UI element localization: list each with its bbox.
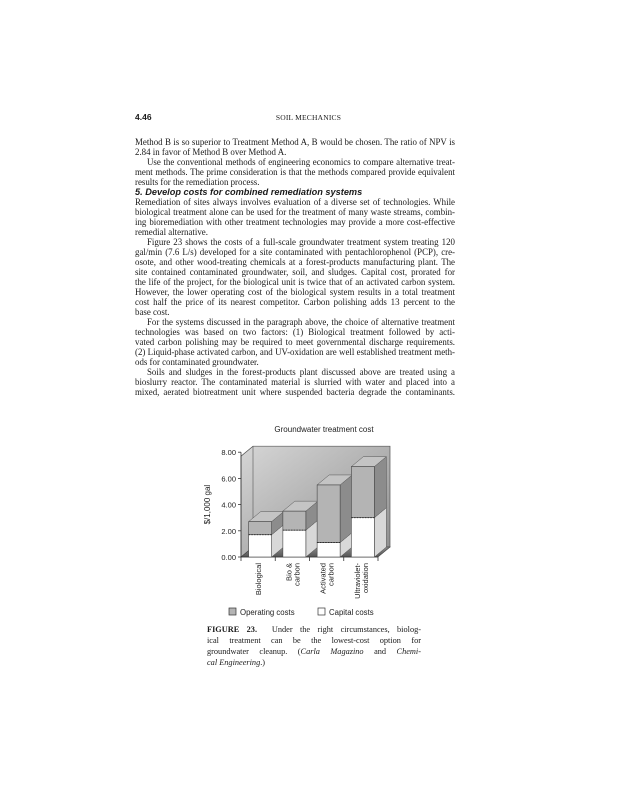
body-line: vated carbon polishing may be required to meet governmental discharge requirements. (135, 337, 455, 347)
body-line: osote, and other wood-treating chemicals at a forest-products manufacturing plant. The (135, 257, 455, 267)
y-tick-label: 0.00 (221, 553, 236, 562)
body-line: ods for contaminated groundwater. (135, 357, 259, 367)
body-line: technologies was based on two factors: (1) Biological treatment followed by acti- (135, 327, 455, 337)
body-line: base cost. (135, 307, 170, 317)
body-line: (2) Liquid-phase activated carbon, and UV-oxidation are well established treatment meth- (135, 347, 455, 357)
section-heading: 5. Develop costs for combined remediation systems (135, 187, 363, 197)
body-line: mixed, aerated biotreatment unit where suspended bacteria degrade the contaminants. (135, 387, 455, 397)
body-line: results for the remediation process. (135, 177, 260, 187)
y-axis-label: $/1,000 gal (203, 484, 212, 525)
legend-swatch-operating (229, 608, 236, 615)
bar-capital (249, 535, 272, 557)
caption-line (207, 646, 421, 657)
x-tick-label-line: carbon (292, 563, 302, 586)
body-line: Soils and sludges in the forest-products plant discussed above are treated using a (147, 367, 455, 377)
body-line: remedial alternative. (135, 227, 208, 237)
y-tick-label: 4.00 (221, 500, 236, 510)
body-line: biological treatment alone can be used for the treatment of many waste streams, combin- (135, 207, 455, 217)
body-line: ing bioremediation with other treatment technologies may provide a more cost-effective (135, 217, 455, 227)
legend-label-operating: Operating costs (240, 608, 295, 617)
caption-text: .) (260, 658, 266, 667)
body-line: site contained contaminated groundwater, soil, and sludges. Capital cost, prorated for (135, 267, 455, 277)
x-tick-label-line: carbon (326, 563, 336, 586)
body-line: bioslurry reactor. The contaminated material is slurried with water and placed into a (135, 377, 455, 387)
bar-operating (317, 485, 340, 543)
x-tick-label-line: Ultraviolet- (352, 563, 362, 599)
caption-line: ical treatment can be the lowest-cost option for (207, 636, 421, 645)
caption-line (207, 657, 421, 668)
body-line: the life of the project, for the biological unit is twice that of an activated carbon system. (135, 277, 455, 287)
chart-title: Groundwater treatment cost (274, 425, 374, 434)
x-tick-label (254, 563, 263, 595)
caption-credit: cal Engineering (207, 658, 261, 667)
y-tick-label: 6.00 (221, 474, 236, 484)
y-tick-label: 8.00 (221, 448, 236, 458)
body-line: cost half the price of its nearest competitor. Carbon polishing adds 13 percent to the (135, 297, 455, 307)
body-line: 2.84 in favor of Method B over Method A. (135, 147, 287, 157)
caption-text: groundwater cleanup. ( (207, 647, 301, 656)
legend-label-capital: Capital costs (329, 608, 374, 617)
body-line: Use the conventional methods of engineering economics to compare alternative treat- (147, 157, 455, 167)
body-line: For the systems discussed in the paragraph above, the choice of alternative treatment (147, 317, 455, 327)
y-tick-label: 2.00 (221, 526, 236, 536)
caption-text: and (363, 647, 397, 656)
bar-capital (351, 518, 374, 557)
caption-line (207, 624, 421, 635)
running-head: SOIL MECHANICS (275, 113, 342, 122)
caption-credit: Carla Magazino (300, 647, 364, 656)
x-tick-label-line: oxidation (360, 563, 370, 594)
legend-swatch-capital (318, 608, 325, 615)
body-line: gal/min (7.6 L/s) developed for a site contaminated with pentachlorophenol (PCP), cre- (135, 247, 455, 257)
x-tick-label (319, 563, 336, 594)
caption-text: Under the right circumstances, biolog- (271, 625, 422, 634)
bar-operating (249, 522, 272, 535)
bar-side-operating (340, 475, 352, 543)
bar-capital (283, 530, 306, 557)
x-tick-label (353, 563, 370, 599)
body-line: Figure 23 shows the costs of a full-scale groundwater treatment system treating 120 (147, 237, 455, 247)
bar-side-operating (374, 457, 386, 518)
x-tick-label-line: Biological (254, 563, 264, 596)
page-number: 4.46 (135, 112, 152, 122)
body-line: Method B is so superior to Treatment Method A, B would be chosen. The ratio of NPV is (135, 137, 455, 147)
x-tick-label-line: Bio & (284, 563, 294, 581)
body-line: However, the lower operating cost of the biological system results in a total treatment (135, 287, 455, 297)
caption-credit: Chemi- (396, 647, 421, 656)
bar-operating (351, 467, 374, 518)
caption-label: FIGURE 23. (207, 625, 258, 634)
bar-capital (317, 543, 340, 557)
bar-operating (283, 511, 306, 530)
figure-caption (207, 624, 421, 668)
body-line: Remediation of sites always involves evaluation of a diverse set of technologies. While (135, 197, 455, 207)
x-tick-label (284, 563, 301, 586)
x-tick-label-line: Activated (318, 563, 328, 594)
body-line: ment methods. The prime consideration is that the methods compared provide equivalent (135, 167, 455, 177)
